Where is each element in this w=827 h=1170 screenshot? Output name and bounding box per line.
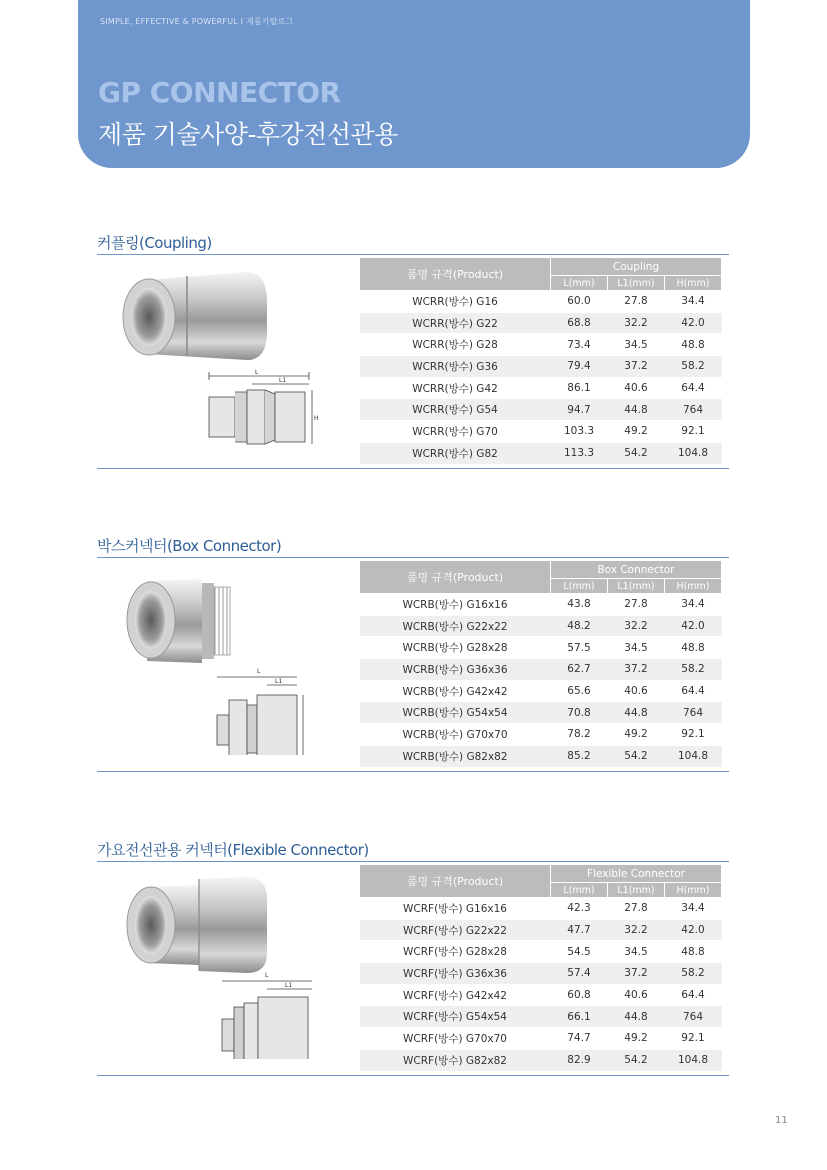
product-cell: WCRB(방수) G16x16 bbox=[360, 594, 551, 616]
coupling-spec-table bbox=[359, 257, 722, 465]
column-header-l: L(mm) bbox=[551, 579, 608, 594]
group-column-header: Flexible Connector bbox=[551, 865, 722, 883]
svg-text:L1: L1 bbox=[275, 678, 283, 685]
product-cell: WCRR(방수) G54 bbox=[360, 399, 551, 421]
l-cell: 103.3 bbox=[551, 421, 608, 443]
product-cell: WCRB(방수) G36x36 bbox=[360, 659, 551, 681]
l-cell: 79.4 bbox=[551, 356, 608, 378]
l1-cell: 32.2 bbox=[608, 615, 665, 637]
product-cell: WCRR(방수) G70 bbox=[360, 421, 551, 443]
column-header-l1: L1(mm) bbox=[608, 276, 665, 291]
l-cell: 60.0 bbox=[551, 291, 608, 313]
group-column-header: Box Connector bbox=[551, 561, 722, 579]
section-bottom-rule bbox=[97, 771, 729, 772]
flexible-connector-spec-table bbox=[359, 864, 722, 1072]
l-cell: 74.7 bbox=[551, 1028, 608, 1050]
l1-cell: 27.8 bbox=[608, 898, 665, 920]
l1-cell: 40.6 bbox=[608, 680, 665, 702]
product-cell: WCRF(방수) G16x16 bbox=[360, 898, 551, 920]
svg-text:L: L bbox=[257, 668, 261, 675]
table-row bbox=[360, 594, 722, 616]
table-row bbox=[360, 291, 722, 313]
l-cell: 54.5 bbox=[551, 941, 608, 963]
h-cell: 64.4 bbox=[665, 984, 722, 1006]
table-row bbox=[360, 421, 722, 443]
h-cell: 58.2 bbox=[665, 963, 722, 985]
l-cell: 82.9 bbox=[551, 1049, 608, 1071]
h-cell: 42.0 bbox=[665, 615, 722, 637]
product-cell: WCRR(방수) G36 bbox=[360, 356, 551, 378]
l1-cell: 49.2 bbox=[608, 724, 665, 746]
l1-cell: 54.2 bbox=[608, 1049, 665, 1071]
table-row bbox=[360, 1006, 722, 1028]
product-cell: WCRB(방수) G42x42 bbox=[360, 680, 551, 702]
table-row bbox=[360, 898, 722, 920]
section-bottom-rule bbox=[97, 468, 729, 469]
column-header-l1: L1(mm) bbox=[608, 883, 665, 898]
product-cell: WCRF(방수) G28x28 bbox=[360, 941, 551, 963]
l1-cell: 49.2 bbox=[608, 1028, 665, 1050]
section-title: 가요전선관용 커넥터(Flexible Connector) bbox=[97, 841, 369, 859]
table-row bbox=[360, 442, 722, 464]
l1-cell: 54.2 bbox=[608, 745, 665, 767]
h-cell: 48.8 bbox=[665, 334, 722, 356]
svg-text:H: H bbox=[314, 415, 319, 422]
table-row bbox=[360, 1028, 722, 1050]
column-header-l: L(mm) bbox=[551, 276, 608, 291]
l-cell: 65.6 bbox=[551, 680, 608, 702]
flexible-connector-product-illustration bbox=[107, 869, 342, 1059]
l-cell: 113.3 bbox=[551, 442, 608, 464]
product-column-header: 품명 규격(Product) bbox=[360, 561, 551, 594]
section-title: 커플링(Coupling) bbox=[97, 234, 212, 252]
product-cell: WCRR(방수) G42 bbox=[360, 377, 551, 399]
l1-cell: 44.8 bbox=[608, 1006, 665, 1028]
h-cell: 92.1 bbox=[665, 724, 722, 746]
l1-cell: 32.2 bbox=[608, 312, 665, 334]
l-cell: 57.5 bbox=[551, 637, 608, 659]
l-cell: 66.1 bbox=[551, 1006, 608, 1028]
l-cell: 68.8 bbox=[551, 312, 608, 334]
coupling-product-illustration bbox=[107, 262, 342, 452]
h-cell: 34.4 bbox=[665, 594, 722, 616]
l1-cell: 27.8 bbox=[608, 594, 665, 616]
l1-cell: 40.6 bbox=[608, 377, 665, 399]
h-cell: 64.4 bbox=[665, 377, 722, 399]
l-cell: 57.4 bbox=[551, 963, 608, 985]
product-cell: WCRF(방수) G70x70 bbox=[360, 1028, 551, 1050]
box-connector-spec-table bbox=[359, 560, 722, 768]
box-connector-product-illustration bbox=[107, 565, 342, 755]
table-row bbox=[360, 615, 722, 637]
table-row bbox=[360, 334, 722, 356]
page-title-korean: 제품 기술사양-후강전선관용 bbox=[98, 120, 398, 149]
l1-cell: 44.8 bbox=[608, 399, 665, 421]
table-row bbox=[360, 659, 722, 681]
svg-text:L1: L1 bbox=[285, 982, 293, 989]
product-cell: WCRR(방수) G82 bbox=[360, 442, 551, 464]
l1-cell: 37.2 bbox=[608, 963, 665, 985]
l-cell: 94.7 bbox=[551, 399, 608, 421]
product-cell: WCRB(방수) G70x70 bbox=[360, 724, 551, 746]
h-cell: 42.0 bbox=[665, 312, 722, 334]
h-cell: 48.8 bbox=[665, 637, 722, 659]
table-row bbox=[360, 1049, 722, 1071]
column-header-h: H(mm) bbox=[665, 276, 722, 291]
l1-cell: 37.2 bbox=[608, 659, 665, 681]
table-row bbox=[360, 984, 722, 1006]
product-cell: WCRB(방수) G54x54 bbox=[360, 702, 551, 724]
product-cell: WCRF(방수) G82x82 bbox=[360, 1049, 551, 1071]
h-cell: 104.8 bbox=[665, 1049, 722, 1071]
l1-cell: 40.6 bbox=[608, 984, 665, 1006]
h-cell: 764 bbox=[665, 399, 722, 421]
h-cell: 92.1 bbox=[665, 421, 722, 443]
column-header-h: H(mm) bbox=[665, 579, 722, 594]
section-title: 박스커넥터(Box Connector) bbox=[97, 537, 282, 555]
table-row bbox=[360, 702, 722, 724]
product-cell: WCRB(방수) G82x82 bbox=[360, 745, 551, 767]
section-divider bbox=[97, 254, 729, 255]
l1-cell: 34.5 bbox=[608, 334, 665, 356]
h-cell: 104.8 bbox=[665, 745, 722, 767]
product-cell: WCRB(방수) G28x28 bbox=[360, 637, 551, 659]
h-cell: 92.1 bbox=[665, 1028, 722, 1050]
l1-cell: 54.2 bbox=[608, 442, 665, 464]
table-row bbox=[360, 941, 722, 963]
l-cell: 73.4 bbox=[551, 334, 608, 356]
svg-text:L: L bbox=[255, 369, 259, 376]
product-column-header: 품명 규격(Product) bbox=[360, 258, 551, 291]
table-row bbox=[360, 680, 722, 702]
l-cell: 42.3 bbox=[551, 898, 608, 920]
product-cell: WCRR(방수) G28 bbox=[360, 334, 551, 356]
l1-cell: 34.5 bbox=[608, 637, 665, 659]
column-header-l: L(mm) bbox=[551, 883, 608, 898]
h-cell: 42.0 bbox=[665, 919, 722, 941]
h-cell: 104.8 bbox=[665, 442, 722, 464]
table-row bbox=[360, 745, 722, 767]
header-tagline: SIMPLE, EFFECTIVE & POWERFUL I 제품카탈로그 bbox=[100, 17, 294, 26]
column-header-h: H(mm) bbox=[665, 883, 722, 898]
l-cell: 78.2 bbox=[551, 724, 608, 746]
l1-cell: 34.5 bbox=[608, 941, 665, 963]
h-cell: 34.4 bbox=[665, 898, 722, 920]
product-cell: WCRB(방수) G22x22 bbox=[360, 615, 551, 637]
table-row bbox=[360, 377, 722, 399]
l1-cell: 27.8 bbox=[608, 291, 665, 313]
l-cell: 43.8 bbox=[551, 594, 608, 616]
h-cell: 58.2 bbox=[665, 659, 722, 681]
l1-cell: 37.2 bbox=[608, 356, 665, 378]
section-divider bbox=[97, 557, 729, 558]
l-cell: 47.7 bbox=[551, 919, 608, 941]
l1-cell: 44.8 bbox=[608, 702, 665, 724]
table-row bbox=[360, 356, 722, 378]
l1-cell: 49.2 bbox=[608, 421, 665, 443]
l-cell: 62.7 bbox=[551, 659, 608, 681]
svg-text:L1: L1 bbox=[279, 377, 287, 384]
group-column-header: Coupling bbox=[551, 258, 722, 276]
h-cell: 764 bbox=[665, 702, 722, 724]
h-cell: 48.8 bbox=[665, 941, 722, 963]
h-cell: 58.2 bbox=[665, 356, 722, 378]
h-cell: 764 bbox=[665, 1006, 722, 1028]
product-cell: WCRF(방수) G54x54 bbox=[360, 1006, 551, 1028]
h-cell: 64.4 bbox=[665, 680, 722, 702]
product-cell: WCRF(방수) G42x42 bbox=[360, 984, 551, 1006]
table-row bbox=[360, 399, 722, 421]
table-row bbox=[360, 637, 722, 659]
product-cell: WCRR(방수) G22 bbox=[360, 312, 551, 334]
section-divider bbox=[97, 861, 729, 862]
table-row bbox=[360, 724, 722, 746]
product-cell: WCRR(방수) G16 bbox=[360, 291, 551, 313]
l-cell: 48.2 bbox=[551, 615, 608, 637]
page-header bbox=[78, 0, 750, 168]
l1-cell: 32.2 bbox=[608, 919, 665, 941]
table-row bbox=[360, 919, 722, 941]
section-bottom-rule bbox=[97, 1075, 729, 1076]
l-cell: 60.8 bbox=[551, 984, 608, 1006]
l-cell: 85.2 bbox=[551, 745, 608, 767]
h-cell: 34.4 bbox=[665, 291, 722, 313]
product-column-header: 품명 규격(Product) bbox=[360, 865, 551, 898]
table-row bbox=[360, 312, 722, 334]
column-header-l1: L1(mm) bbox=[608, 579, 665, 594]
product-cell: WCRF(방수) G22x22 bbox=[360, 919, 551, 941]
l-cell: 86.1 bbox=[551, 377, 608, 399]
page-number: 11 bbox=[775, 1115, 788, 1126]
table-row bbox=[360, 963, 722, 985]
l-cell: 70.8 bbox=[551, 702, 608, 724]
svg-text:L: L bbox=[265, 972, 269, 979]
product-cell: WCRF(방수) G36x36 bbox=[360, 963, 551, 985]
page-title-english: GP CONNECTOR bbox=[98, 76, 341, 109]
